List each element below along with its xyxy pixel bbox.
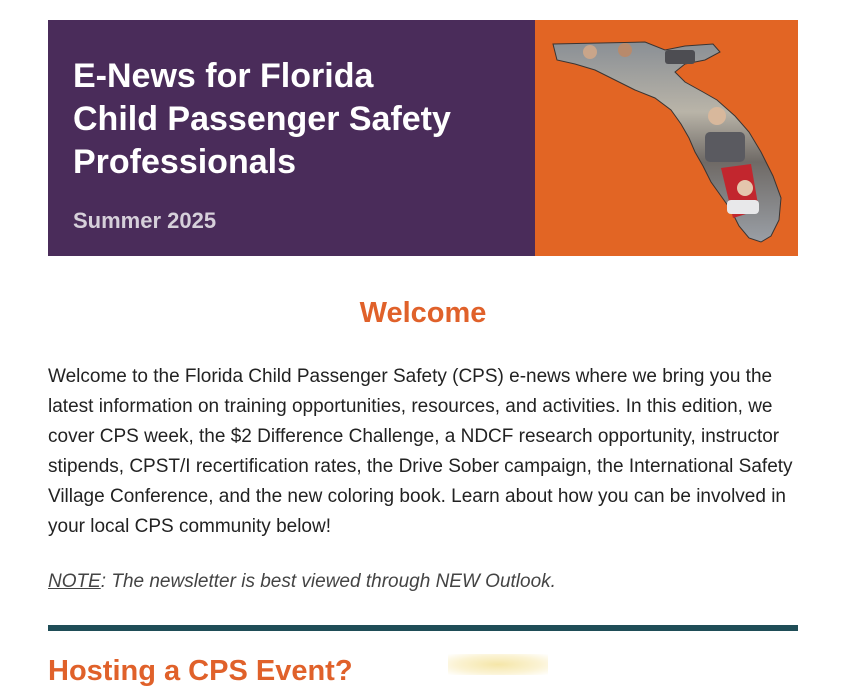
title-line-2: Child Passenger Safety bbox=[73, 100, 451, 138]
newsletter-title bbox=[73, 55, 523, 184]
welcome-paragraph: Welcome to the Florida Child Passenger Safety (CPS) e-news where we bring you the latest information on training opportunities, resources, and activities. In this edition, we cover CPS week, the $2 Difference Challenge, a NDCF research opportunity, instructor stipends, CPST/I recertification rates, the Drive Sober campaign, the International Safety Village Conference, and the new coloring book. Learn about how you can be involved in your local CPS community below! bbox=[48, 366, 793, 537]
florida-map-image bbox=[535, 20, 798, 256]
welcome-heading: Welcome bbox=[359, 297, 487, 329]
newsletter-edition: Summer 2025 bbox=[73, 208, 217, 233]
florida-map-icon bbox=[535, 20, 798, 256]
hosting-event-heading: Hosting a CPS Event? bbox=[48, 655, 353, 687]
title-line-3: Professionals bbox=[73, 143, 296, 181]
note-label: NOTE bbox=[48, 571, 101, 592]
note-text: : The newsletter is best viewed through NEW Outlook. bbox=[100, 571, 556, 592]
banner-title-panel bbox=[48, 20, 535, 256]
title-line-1: E-News for Florida bbox=[73, 57, 374, 95]
section-image bbox=[448, 654, 548, 675]
viewing-note bbox=[48, 571, 798, 593]
section-divider bbox=[48, 625, 798, 631]
newsletter-banner bbox=[48, 20, 798, 256]
